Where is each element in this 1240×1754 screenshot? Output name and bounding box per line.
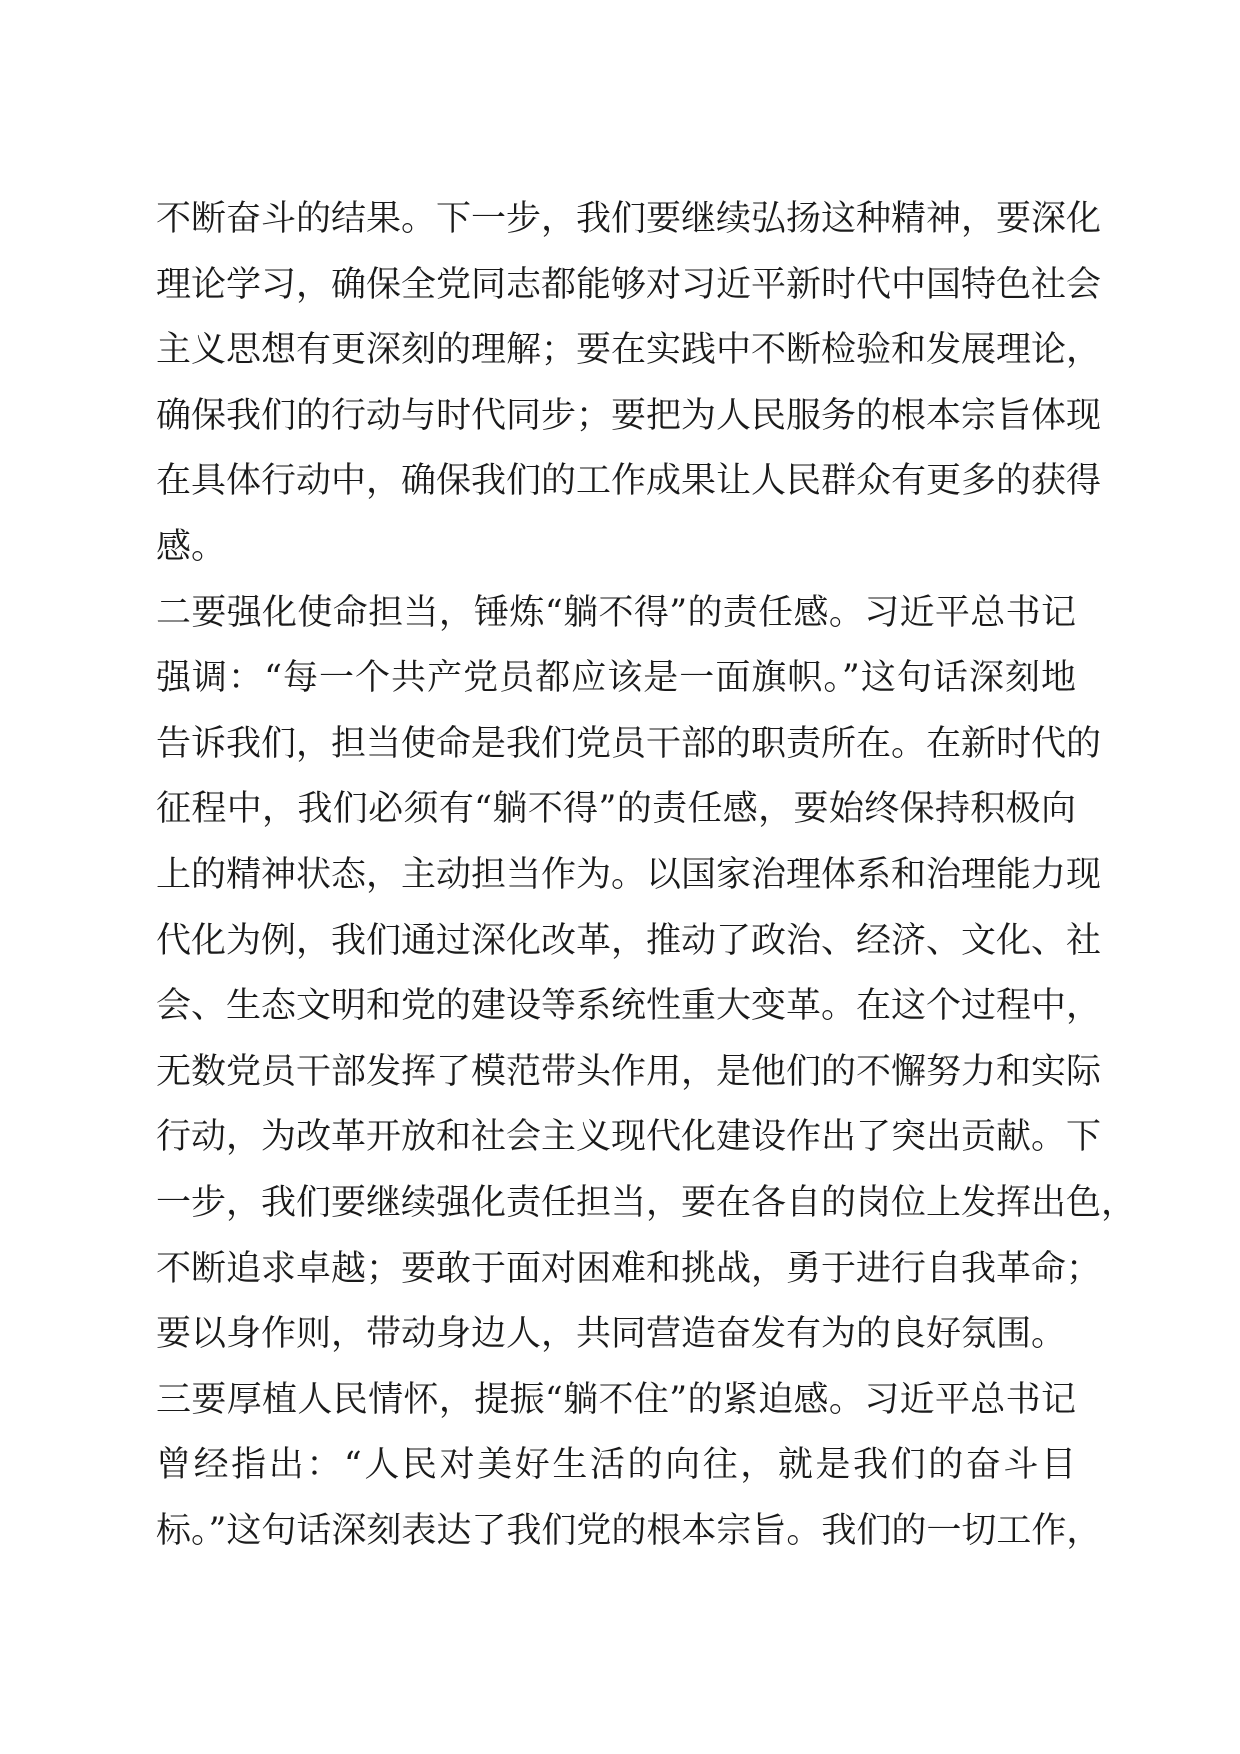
text-line: 征程中，我们必须有“躺不得”的责任感，要始终保持积极向 [156,789,1076,830]
text-line: 三要厚植人民情怀，提振“躺不住”的紧迫感。习近平总书记 [156,1379,1076,1420]
text-line: 上的精神状态，主动担当作为。以国家治理体系和治理能力现 [156,854,1102,895]
body-text [156,187,1137,1564]
text-line: 要以身作则，带动身边人，共同营造奋发有为的良好氛围。 [156,1314,1067,1355]
text-line: 无数党员干部发挥了模范带头作用，是他们的不懈努力和实际 [156,1051,1102,1092]
text-line: 曾经指出：“人民对美好生活的向往，就是我们的奋斗目 [156,1445,1076,1486]
text-line: 不断追求卓越；要敢于面对困难和挑战，勇于进行自我革命； [156,1248,1102,1289]
text-line: 一步，我们要继续强化责任担当，要在各自的岗位上发挥出色， [156,1182,1137,1223]
text-line: 在具体行动中，确保我们的工作成果让人民群众有更多的获得 [156,461,1102,502]
text-line: 不断奋斗的结果。下一步，我们要继续弘扬这种精神，要深化 [156,199,1102,239]
text-line: 感。 [156,526,227,567]
text-line: 理论学习，确保全党同志都能够对习近平新时代中国特色社会 [156,264,1102,305]
text-line: 强调：“每一个共产党员都应该是一面旗帜。”这句话深刻地 [156,658,1076,699]
text-line: 确保我们的行动与时代同步；要把为人民服务的根本宗旨体现 [156,395,1102,436]
text-line: 主义思想有更深刻的理解；要在实践中不断检验和发展理论， [156,330,1102,371]
text-line: 标。”这句话深刻表达了我们党的根本宗旨。我们的一切工作， [156,1510,1102,1551]
text-line: 会、生态文明和党的建设等系统性重大变革。在这个过程中， [156,986,1102,1027]
text-line: 行动，为改革开放和社会主义现代化建设作出了突出贡献。下 [156,1117,1102,1158]
text-line: 代化为例，我们通过深化改革，推动了政治、经济、文化、社 [156,920,1102,961]
text-line: 二要强化使命担当，锤炼“躺不得”的责任感。习近平总书记 [156,592,1076,633]
text-line: 告诉我们，担当使命是我们党员干部的职责所在。在新时代的 [156,723,1102,764]
